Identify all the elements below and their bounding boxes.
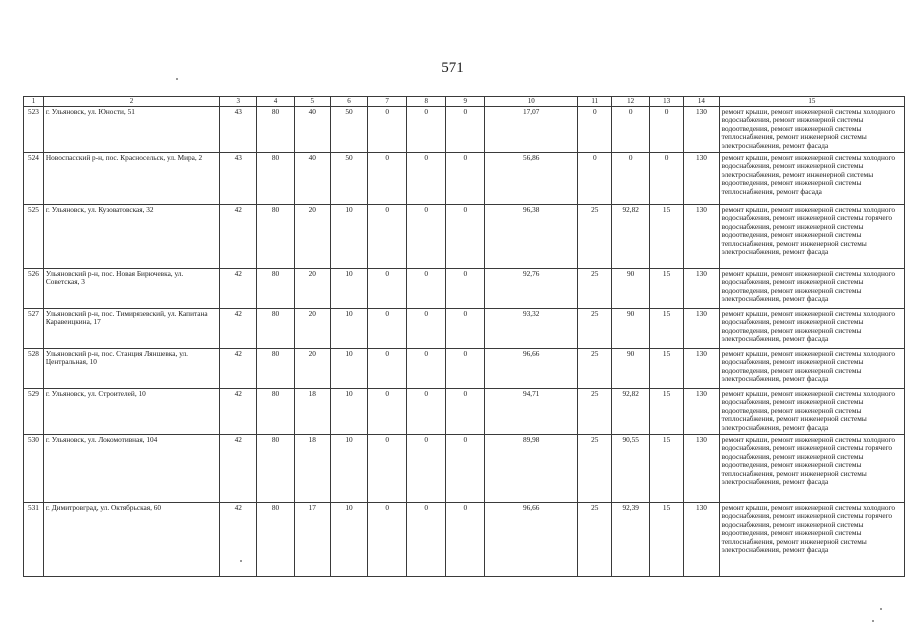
value-cell: 25 (578, 205, 612, 269)
works-cell: ремонт крыши, ремонт инженерной системы холодного водоснабжения, ремонт инженерной системы водоотведения, ремонт инженерной системы электроснабжения, ремонт фасада (719, 349, 904, 389)
value-cell: 0 (407, 389, 446, 435)
value-cell: 18 (294, 389, 330, 435)
works-cell: ремонт крыши, ремонт инженерной системы холодного водоснабжения, ремонт инженерной системы водоотведения, ремонт инженерной системы теплоснабжения, ремонт инженерной системы электроснабжения, ремонт фасада (719, 389, 904, 435)
value-cell: 0 (446, 153, 485, 205)
works-cell: ремонт крыши, ремонт инженерной системы холодного водоснабжения, ремонт инженерной системы горячего водоснабжения, ремонт инженерной системы водоотведения, ремонт инженерной системы теплоснабжения, ремонт инженерной системы электроснабжения, ремонт фасада (719, 503, 904, 577)
column-header: 4 (257, 97, 294, 107)
value-cell: 130 (684, 503, 719, 577)
value-cell: 0 (407, 153, 446, 205)
value-cell: 130 (684, 309, 719, 349)
value-cell: 130 (684, 389, 719, 435)
header-row (24, 97, 905, 107)
works-cell: ремонт крыши, ремонт инженерной системы холодного водоснабжения, ремонт инженерной системы горячего водоснабжения, ремонт инженерной системы водоотведения, ремонт инженерной системы теплоснабжения, ремонт инженерной системы электроснабжения, ремонт фасада (719, 205, 904, 269)
address-cell: г. Ульяновск, ул. Строителей, 10 (43, 389, 219, 435)
value-cell: 15 (649, 503, 683, 577)
value-cell: 10 (330, 435, 367, 503)
column-header: 6 (330, 97, 367, 107)
value-cell: 90 (612, 269, 650, 309)
value-cell: 25 (578, 309, 612, 349)
address-cell: г. Ульяновск, ул. Кузоватовская, 32 (43, 205, 219, 269)
value-cell: 90 (612, 349, 650, 389)
value-cell: 43 (220, 153, 257, 205)
value-cell: 43 (220, 107, 257, 153)
value-cell: 0 (446, 349, 485, 389)
value-cell: 42 (220, 435, 257, 503)
value-cell: 0 (578, 153, 612, 205)
value-cell: 42 (220, 205, 257, 269)
value-cell: 20 (294, 205, 330, 269)
value-cell: 17 (294, 503, 330, 577)
table-row (24, 309, 905, 349)
column-header: 14 (684, 97, 719, 107)
table-row (24, 503, 905, 577)
value-cell: 15 (649, 269, 683, 309)
row-number-cell: 529 (24, 389, 44, 435)
row-number-cell: 530 (24, 435, 44, 503)
value-cell: 0 (446, 503, 485, 577)
column-header: 10 (485, 97, 578, 107)
works-cell: ремонт крыши, ремонт инженерной системы холодного водоснабжения, ремонт инженерной системы водоотведения, ремонт инженерной системы электроснабжения, ремонт фасада (719, 309, 904, 349)
value-cell: 0 (407, 205, 446, 269)
value-cell: 130 (684, 349, 719, 389)
value-cell: 0 (407, 435, 446, 503)
works-cell: ремонт крыши, ремонт инженерной системы холодного водоснабжения, ремонт инженерной системы электроснабжения, ремонт инженерной системы водоотведения, ремонт инженерной системы теплоснабжения, ремонт фасада (719, 153, 904, 205)
value-cell: 80 (257, 107, 294, 153)
row-number-cell: 525 (24, 205, 44, 269)
value-cell: 0 (649, 153, 683, 205)
value-cell: 10 (330, 503, 367, 577)
works-cell: ремонт крыши, ремонт инженерной системы холодного водоснабжения, ремонт инженерной системы водоотведения, ремонт инженерной системы теплоснабжения, ремонт инженерной системы электроснабжения, ремонт фасада (719, 107, 904, 153)
value-cell: 0 (446, 435, 485, 503)
value-cell: 15 (649, 349, 683, 389)
column-header: 2 (43, 97, 219, 107)
value-cell: 80 (257, 349, 294, 389)
value-cell: 0 (368, 389, 407, 435)
capital-repair-table (23, 96, 905, 577)
value-cell: 0 (407, 269, 446, 309)
value-cell: 42 (220, 503, 257, 577)
value-cell: 0 (446, 269, 485, 309)
column-header: 3 (220, 97, 257, 107)
address-cell: г. Димитровград, ул. Октябрьская, 60 (43, 503, 219, 577)
value-cell: 42 (220, 309, 257, 349)
value-cell: 92,76 (485, 269, 578, 309)
row-number-cell: 531 (24, 503, 44, 577)
row-number-cell: 528 (24, 349, 44, 389)
value-cell: 0 (407, 107, 446, 153)
value-cell: 130 (684, 205, 719, 269)
value-cell: 90 (612, 309, 650, 349)
value-cell: 0 (368, 503, 407, 577)
row-number-cell: 523 (24, 107, 44, 153)
value-cell: 25 (578, 349, 612, 389)
value-cell: 80 (257, 503, 294, 577)
value-cell: 80 (257, 205, 294, 269)
address-cell: г. Ульяновск, ул. Юности, 51 (43, 107, 219, 153)
column-header: 5 (294, 97, 330, 107)
column-header: 11 (578, 97, 612, 107)
value-cell: 92,82 (612, 205, 650, 269)
value-cell: 80 (257, 435, 294, 503)
value-cell: 10 (330, 309, 367, 349)
table-row (24, 389, 905, 435)
value-cell: 0 (368, 205, 407, 269)
table-row (24, 269, 905, 309)
value-cell: 0 (368, 435, 407, 503)
column-header: 12 (612, 97, 650, 107)
table-row (24, 435, 905, 503)
value-cell: 0 (612, 153, 650, 205)
table-row (24, 153, 905, 205)
value-cell: 0 (407, 349, 446, 389)
value-cell: 0 (407, 309, 446, 349)
column-header: 9 (446, 97, 485, 107)
column-header: 1 (24, 97, 44, 107)
value-cell: 0 (368, 153, 407, 205)
row-number-cell: 524 (24, 153, 44, 205)
value-cell: 20 (294, 309, 330, 349)
value-cell: 40 (294, 153, 330, 205)
value-cell: 94,71 (485, 389, 578, 435)
table-row (24, 349, 905, 389)
value-cell: 56,86 (485, 153, 578, 205)
value-cell: 25 (578, 269, 612, 309)
address-cell: Новоспасский р-н, пос. Красносельск, ул. Мира, 2 (43, 153, 219, 205)
row-number-cell: 527 (24, 309, 44, 349)
table-row (24, 107, 905, 153)
value-cell: 42 (220, 349, 257, 389)
value-cell: 0 (612, 107, 650, 153)
value-cell: 130 (684, 269, 719, 309)
value-cell: 80 (257, 389, 294, 435)
value-cell: 0 (446, 309, 485, 349)
table-row (24, 205, 905, 269)
scan-speck (240, 560, 242, 562)
address-cell: Ульяновский р-н, пос. Новая Бирючевка, ул. Советская, 3 (43, 269, 219, 309)
address-cell: Ульяновский р-н, пос. Тимирязевский, ул. Капитана Каравеицкина, 17 (43, 309, 219, 349)
address-cell: Ульяновский р-н, пос. Станция Ляншевка, ул. Центральная, 10 (43, 349, 219, 389)
value-cell: 40 (294, 107, 330, 153)
value-cell: 15 (649, 309, 683, 349)
value-cell: 17,07 (485, 107, 578, 153)
value-cell: 25 (578, 435, 612, 503)
value-cell: 92,39 (612, 503, 650, 577)
value-cell: 0 (368, 309, 407, 349)
value-cell: 130 (684, 107, 719, 153)
value-cell: 0 (407, 503, 446, 577)
value-cell: 42 (220, 269, 257, 309)
column-header: 13 (649, 97, 683, 107)
value-cell: 130 (684, 153, 719, 205)
value-cell: 0 (649, 107, 683, 153)
value-cell: 0 (368, 269, 407, 309)
value-cell: 0 (368, 107, 407, 153)
value-cell: 89,98 (485, 435, 578, 503)
value-cell: 15 (649, 435, 683, 503)
value-cell: 0 (446, 205, 485, 269)
value-cell: 10 (330, 205, 367, 269)
value-cell: 42 (220, 389, 257, 435)
column-header: 7 (368, 97, 407, 107)
value-cell: 90,55 (612, 435, 650, 503)
value-cell: 15 (649, 389, 683, 435)
scan-speck (880, 608, 882, 610)
value-cell: 80 (257, 153, 294, 205)
column-header: 8 (407, 97, 446, 107)
value-cell: 10 (330, 349, 367, 389)
value-cell: 10 (330, 269, 367, 309)
works-cell: ремонт крыши, ремонт инженерной системы холодного водоснабжения, ремонт инженерной системы горячего водоснабжения, ремонт инженерной системы водоотведения, ремонт инженерной системы теплоснабжения, ремонт инженерной системы электроснабжения, ремонт фасада (719, 435, 904, 503)
value-cell: 15 (649, 205, 683, 269)
value-cell: 80 (257, 269, 294, 309)
value-cell: 130 (684, 435, 719, 503)
row-number-cell: 526 (24, 269, 44, 309)
value-cell: 25 (578, 503, 612, 577)
value-cell: 0 (368, 349, 407, 389)
value-cell: 50 (330, 153, 367, 205)
scan-speck (872, 620, 874, 622)
value-cell: 18 (294, 435, 330, 503)
column-header: 15 (719, 97, 904, 107)
value-cell: 20 (294, 349, 330, 389)
address-cell: г. Ульяновск, ул. Локомотивная, 104 (43, 435, 219, 503)
value-cell: 50 (330, 107, 367, 153)
value-cell: 25 (578, 389, 612, 435)
value-cell: 20 (294, 269, 330, 309)
value-cell: 10 (330, 389, 367, 435)
value-cell: 0 (578, 107, 612, 153)
value-cell: 96,66 (485, 503, 578, 577)
value-cell: 96,38 (485, 205, 578, 269)
value-cell: 80 (257, 309, 294, 349)
value-cell: 96,66 (485, 349, 578, 389)
works-cell: ремонт крыши, ремонт инженерной системы холодного водоснабжения, ремонт инженерной системы водоотведения, ремонт инженерной системы электроснабжения, ремонт фасада (719, 269, 904, 309)
value-cell: 93,32 (485, 309, 578, 349)
value-cell: 0 (446, 107, 485, 153)
page-number: 571 (441, 60, 464, 76)
value-cell: 92,82 (612, 389, 650, 435)
scan-speck (176, 78, 178, 80)
value-cell: 0 (446, 389, 485, 435)
